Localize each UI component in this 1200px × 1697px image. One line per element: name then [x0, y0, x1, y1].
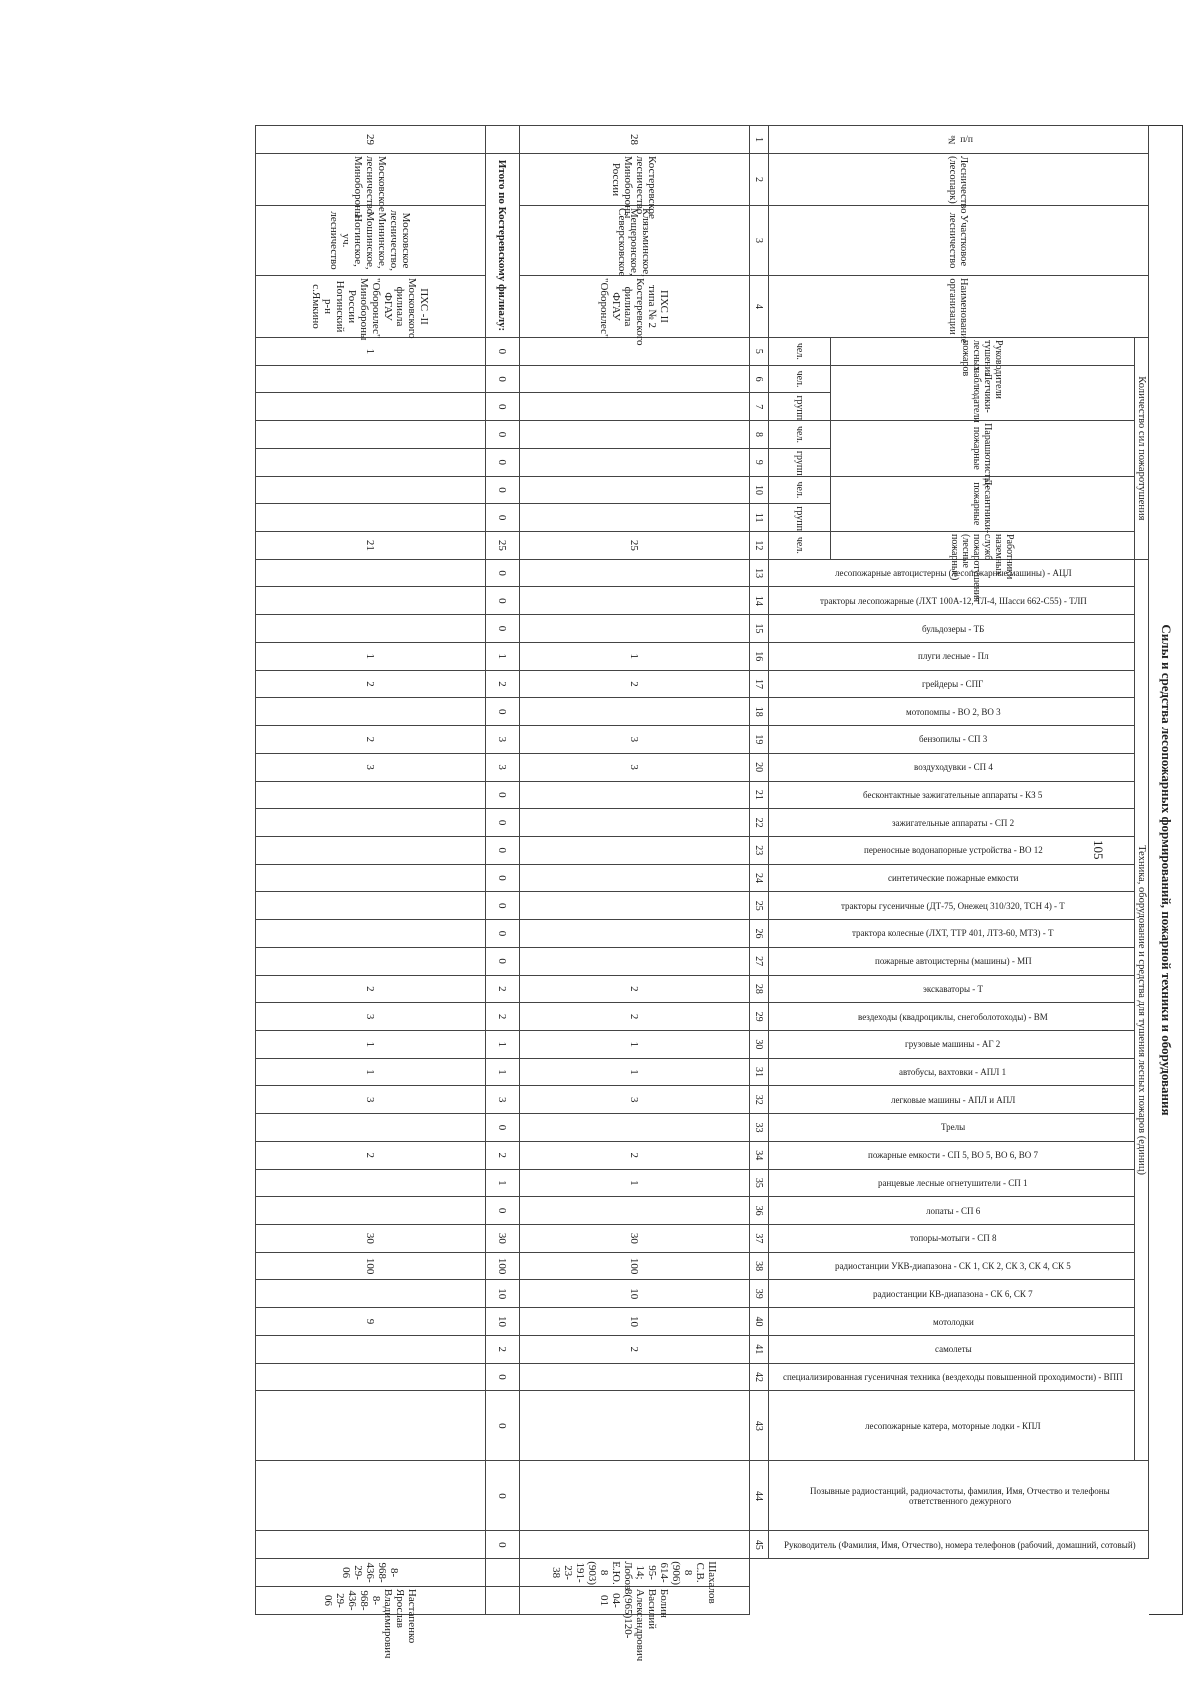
header-tech-14-label: тракторы лесопожарные (ЛХТ 100А-12, ТЛ-4, Шасси 662-С55) - ТЛП — [819, 595, 1087, 606]
header-subforestry: Участковое лесничество — [769, 206, 1149, 276]
row-value: 2 — [486, 1003, 520, 1031]
row-value: 100 — [486, 1252, 520, 1280]
header-tech-13-label: лесопожарные автоцистерны (лесопожарные машины) - АЦЛ — [834, 568, 1072, 579]
row-value — [256, 365, 486, 393]
row-value: 0 — [486, 1531, 520, 1559]
row-value — [520, 1531, 750, 1559]
header-organization: Наименование организации — [769, 276, 1149, 338]
column-number: 7 — [750, 393, 769, 421]
row-value: 0 — [486, 836, 520, 864]
row-value: 1 — [486, 1169, 520, 1197]
column-number: 31 — [750, 1058, 769, 1086]
column-number: 18 — [750, 698, 769, 726]
header-tech-21-label: бесконтактные зажигательные аппараты - КЗ 5 — [863, 789, 1043, 800]
row-value: 25 — [486, 532, 520, 560]
header-tech-28 — [769, 975, 1135, 1003]
header-unit: чел. — [769, 532, 831, 560]
row-value: 2 — [486, 1335, 520, 1363]
row-value: 3 — [520, 753, 750, 781]
header-tech-18 — [769, 698, 1135, 726]
row-value — [256, 559, 486, 587]
column-number: 39 — [750, 1280, 769, 1308]
column-number: 16 — [750, 642, 769, 670]
column-number: 32 — [750, 1086, 769, 1114]
header-tech-24 — [769, 864, 1135, 892]
row-organization: ПХС -II Московского филиала ФГАУ "Оборонлес" Минобороны России Ногинский р-н с.Ямкино — [256, 276, 486, 338]
header-rtlp: Руководители тушения лесных пожаров — [830, 338, 1134, 366]
row-value — [256, 1114, 486, 1142]
header-tech-27 — [769, 947, 1135, 975]
column-number: 19 — [750, 726, 769, 754]
row-value: 2 — [256, 1141, 486, 1169]
row-value: 3 — [486, 1086, 520, 1114]
row-value — [520, 393, 750, 421]
row-value: 2 — [520, 670, 750, 698]
row-value — [520, 587, 750, 615]
row-value: 30 — [256, 1225, 486, 1253]
header-paratroopers: Парашютисты-пожарные — [830, 421, 1134, 476]
column-number: 6 — [750, 365, 769, 393]
row-value — [520, 809, 750, 837]
row-value — [520, 892, 750, 920]
row-value: 0 — [486, 947, 520, 975]
row-value — [520, 698, 750, 726]
header-tech-19 — [769, 726, 1135, 754]
row-value: 0 — [486, 1197, 520, 1225]
total-label: Итого по Костеревскому филиалу: — [486, 154, 520, 338]
row-radio: 8-968-436-29-06 — [256, 1559, 486, 1587]
row-value: 3 — [256, 1086, 486, 1114]
row-value — [520, 421, 750, 449]
row-value: 30 — [486, 1225, 520, 1253]
header-tech-42 — [769, 1363, 1135, 1391]
header-tech-34-label: пожарные емкости - СП 5, ВО 5, ВО 6, ВО 7 — [868, 1150, 1038, 1161]
row-value: 2 — [486, 975, 520, 1003]
column-number: 2 — [750, 154, 769, 206]
column-number: 29 — [750, 1003, 769, 1031]
header-tech-38 — [769, 1252, 1135, 1280]
row-value — [520, 1391, 750, 1461]
row-head: Болин Василий Александрович 8(965)120-04-01 — [520, 1586, 750, 1614]
row-value — [256, 504, 486, 532]
row-value — [520, 1461, 750, 1531]
row-value: 3 — [256, 1003, 486, 1031]
header-tech-17 — [769, 670, 1135, 698]
row-value — [520, 504, 750, 532]
column-number: 20 — [750, 753, 769, 781]
header-num — [769, 126, 1149, 154]
header-ground: Работники наземных служб пожаротушения (лесные пожарные) — [830, 532, 1134, 560]
header-tech-24-label: синтетические пожарные емкости — [887, 873, 1019, 884]
header-tech-38-label: радиостанции УКВ-диапазона - СК 1, СК 2, СК 3, СК 4, СК 5 — [835, 1261, 1071, 1272]
header-tech-30-label: грузовые машины - АГ 2 — [905, 1039, 1001, 1050]
row-value — [256, 836, 486, 864]
header-num-label: № п/п — [947, 134, 973, 145]
header-tech-33 — [769, 1114, 1135, 1142]
row-value: 1 — [486, 1030, 520, 1058]
header-tech-20-label: воздуходувки - СП 4 — [913, 762, 993, 773]
column-number: 40 — [750, 1308, 769, 1336]
column-number: 38 — [750, 1252, 769, 1280]
row-value: 10 — [486, 1280, 520, 1308]
column-number: 11 — [750, 504, 769, 532]
header-tech-39-label: радиостанции КВ-диапазона - СК 6, СК 7 — [873, 1288, 1033, 1299]
header-tech-39 — [769, 1280, 1135, 1308]
row-num: 28 — [520, 126, 750, 154]
header-group-tech: Техника, оборудование и средства для тушения лесных пожаров (единиц) — [1135, 559, 1149, 1461]
header-tech-41 — [769, 1335, 1135, 1363]
column-number: 21 — [750, 781, 769, 809]
row-forestry: Костеревское лесничество Минобороны России — [520, 154, 750, 206]
header-tech-36-label: лопаты - СП 6 — [925, 1205, 981, 1216]
row-value: 9 — [256, 1308, 486, 1336]
header-tech-23 — [769, 836, 1135, 864]
header-tech-22-label: зажигательные аппараты - СП 2 — [891, 817, 1015, 828]
row-value: 0 — [486, 892, 520, 920]
row-value — [256, 587, 486, 615]
table-title: Силы и средства лесопожарных формирований, пожарной техники и оборудования — [1149, 125, 1183, 1615]
row-value — [520, 1197, 750, 1225]
row-value: 0 — [486, 920, 520, 948]
header-tech-15 — [769, 615, 1135, 643]
row-value: 0 — [486, 1363, 520, 1391]
column-number: 17 — [750, 670, 769, 698]
row-value: 0 — [486, 448, 520, 476]
page-number: 105 — [1091, 840, 1106, 860]
row-value: 0 — [486, 809, 520, 837]
row-value — [520, 448, 750, 476]
header-tech-28-label: экскаваторы - Т — [923, 983, 983, 994]
column-number: 33 — [750, 1114, 769, 1142]
row-value: 0 — [486, 504, 520, 532]
row-value — [256, 1280, 486, 1308]
header-radio-label: Позывные радиостанций, радиочастоты, фамилия, Имя, Отчество и телефоны ответственного дежурного — [810, 1485, 1110, 1506]
row-value: 3 — [520, 726, 750, 754]
row-value — [256, 448, 486, 476]
row-value: 2 — [256, 670, 486, 698]
row-value: 0 — [486, 559, 520, 587]
row-value: 1 — [486, 1058, 520, 1086]
header-tech-32 — [769, 1086, 1135, 1114]
row-value — [256, 1363, 486, 1391]
row-value — [256, 920, 486, 948]
row-value — [256, 1169, 486, 1197]
row-value — [256, 1335, 486, 1363]
header-tech-32-label: легковые машины - АПЛ и АПЛ — [890, 1094, 1016, 1105]
header-tech-40 — [769, 1308, 1135, 1336]
row-value: 0 — [486, 393, 520, 421]
row-value — [520, 836, 750, 864]
column-number: 41 — [750, 1335, 769, 1363]
header-tech-27-label: пожарные автоцистерны (машины) - МП — [874, 956, 1032, 967]
table-row — [520, 126, 750, 1615]
row-value — [520, 559, 750, 587]
column-number: 36 — [750, 1197, 769, 1225]
row-value — [256, 1197, 486, 1225]
header-radio — [769, 1461, 1149, 1531]
header-tech-37 — [769, 1225, 1135, 1253]
row-value — [520, 1363, 750, 1391]
header-tech-29 — [769, 1003, 1135, 1031]
header-tech-42-label: специализированная гусеничная техника (вездеходы повышенной проходимости) - ВПП — [783, 1371, 1123, 1382]
row-value: 1 — [256, 1030, 486, 1058]
header-tech-35-label: ранцевые лесные огнетушители - СП 1 — [878, 1177, 1028, 1188]
column-number: 10 — [750, 476, 769, 504]
row-value: 0 — [486, 1391, 520, 1461]
row-value — [520, 947, 750, 975]
column-number: 25 — [750, 892, 769, 920]
row-value — [256, 892, 486, 920]
header-tech-31-label: автобусы, вахтовки - АПЛ 1 — [899, 1067, 1007, 1078]
row-value: 0 — [486, 615, 520, 643]
header-tech-36 — [769, 1197, 1135, 1225]
row-value: 10 — [520, 1280, 750, 1308]
column-number: 3 — [750, 206, 769, 276]
header-unit: чел. — [769, 476, 831, 504]
column-number: 13 — [750, 559, 769, 587]
row-value: 0 — [486, 421, 520, 449]
column-number: 26 — [750, 920, 769, 948]
column-number: 22 — [750, 809, 769, 837]
header-unit: групп — [769, 393, 831, 421]
row-value: 2 — [256, 975, 486, 1003]
row-value — [520, 365, 750, 393]
column-number: 27 — [750, 947, 769, 975]
row-value: 3 — [520, 1086, 750, 1114]
header-unit: чел. — [769, 365, 831, 393]
row-value: 2 — [520, 975, 750, 1003]
column-number: 14 — [750, 587, 769, 615]
column-number: 9 — [750, 448, 769, 476]
header-unit: чел. — [769, 421, 831, 449]
column-number: 44 — [750, 1461, 769, 1531]
row-value — [520, 615, 750, 643]
row-value — [256, 947, 486, 975]
column-number: 5 — [750, 338, 769, 366]
row-value: 0 — [486, 698, 520, 726]
header-tech-14 — [769, 587, 1135, 615]
row-value — [256, 476, 486, 504]
row-value: 30 — [520, 1225, 750, 1253]
column-number: 43 — [750, 1391, 769, 1461]
column-number: 15 — [750, 615, 769, 643]
column-number: 8 — [750, 421, 769, 449]
row-value — [256, 393, 486, 421]
header-tech-15-label: бульдозеры - ТБ — [921, 623, 985, 634]
row-value: 21 — [256, 532, 486, 560]
row-value — [256, 421, 486, 449]
header-tech-25 — [769, 892, 1135, 920]
column-number: 45 — [750, 1531, 769, 1559]
header-tech-19-label: бензопилы - СП 3 — [918, 734, 988, 745]
row-value — [520, 920, 750, 948]
row-value: 25 — [520, 532, 750, 560]
row-value: 2 — [486, 670, 520, 698]
header-tech-20 — [769, 753, 1135, 781]
row-value — [256, 615, 486, 643]
header-tech-26-label: трактора колесные (ЛХТ, ТТР 401, ЛТЗ-60, МТЗ) - Т — [852, 928, 1054, 939]
row-value: 0 — [486, 476, 520, 504]
forces-table — [255, 125, 1149, 1662]
header-tech-29-label: вездеходы (квадроциклы, снегоболотоходы) - ВМ — [858, 1011, 1048, 1022]
header-landing: Десантники-пожарные — [830, 476, 1134, 531]
row-value: 2 — [520, 1335, 750, 1363]
header-tech-17-label: грейдеры - СПГ — [922, 678, 984, 689]
header-group-forces: Количество сил пожаротушения — [1135, 338, 1149, 560]
row-value: 3 — [486, 753, 520, 781]
header-tech-40-label: мотолодки — [932, 1316, 974, 1327]
column-number: 1 — [750, 126, 769, 154]
row-value: 1 — [256, 338, 486, 366]
row-value — [256, 864, 486, 892]
row-value: 1 — [256, 1058, 486, 1086]
header-tech-41-label: самолеты — [934, 1344, 972, 1355]
row-value: 10 — [520, 1308, 750, 1336]
column-number: 24 — [750, 864, 769, 892]
row-value: 0 — [486, 1461, 520, 1531]
row-value — [256, 1461, 486, 1531]
header-head-label: Руководитель (Фамилия, Имя, Отчество), номера телефонов (рабочий, домашний, сотовый) — [784, 1539, 1136, 1550]
header-tech-33-label: Трелы — [940, 1122, 966, 1133]
column-number: 12 — [750, 532, 769, 560]
column-number: 23 — [750, 836, 769, 864]
row-organization: ПХС II типа № 2 Костеревского филиала ФГАУ "Оборонлес" — [520, 276, 750, 338]
header-tech-31 — [769, 1058, 1135, 1086]
row-value: 1 — [520, 1058, 750, 1086]
header-tech-21 — [769, 781, 1135, 809]
header-head — [769, 1531, 1149, 1559]
header-tech-43-label: лесопожарные катера, моторные лодки - КПЛ — [865, 1420, 1041, 1431]
column-number: 4 — [750, 276, 769, 338]
row-num: 29 — [256, 126, 486, 154]
column-number: 42 — [750, 1363, 769, 1391]
row-value: 0 — [486, 864, 520, 892]
row-value — [520, 781, 750, 809]
header-tech-22 — [769, 809, 1135, 837]
column-number: 28 — [750, 975, 769, 1003]
row-value: 0 — [486, 781, 520, 809]
row-value — [520, 476, 750, 504]
row-value: 1 — [256, 642, 486, 670]
header-tech-34 — [769, 1141, 1135, 1169]
row-subforestry: Клязьминское, Мещеронское, Северсковское — [520, 206, 750, 276]
row-value: 3 — [256, 753, 486, 781]
row-radio: Шахалов С.В. 8 (906) 614-95-14; Лобов Е.Ю. 8 (903) 191-23-38 — [520, 1559, 750, 1587]
column-number: 37 — [750, 1225, 769, 1253]
row-value: 2 — [520, 1141, 750, 1169]
row-radio — [486, 1559, 520, 1587]
header-forestry: Лесничество (лесопарк) — [769, 154, 1149, 206]
row-value — [520, 864, 750, 892]
header-tech-23-label: переносные водонапорные устройства - ВО 12 — [863, 845, 1043, 856]
total-row — [486, 126, 520, 1615]
row-value — [520, 1114, 750, 1142]
table-row — [256, 126, 486, 1615]
row-value — [256, 1391, 486, 1461]
row-value: 2 — [486, 1141, 520, 1169]
row-value: 0 — [486, 365, 520, 393]
column-number: 30 — [750, 1030, 769, 1058]
row-value: 1 — [486, 642, 520, 670]
header-tech-37-label: топоры-мотыги - СП 8 — [909, 1233, 997, 1244]
row-value: 2 — [520, 1003, 750, 1031]
row-value — [256, 1531, 486, 1559]
row-value: 0 — [486, 338, 520, 366]
row-value: 100 — [520, 1252, 750, 1280]
rotated-table-area — [173, 125, 1183, 1662]
row-forestry: Московское лесничество Минобороны — [256, 154, 486, 206]
row-value — [256, 809, 486, 837]
header-unit: чел. — [769, 338, 831, 366]
row-subforestry: Московское лесничество, Мининское, Мошинское, Ногинское, уч. лесничество — [256, 206, 486, 276]
row-value: 1 — [520, 1030, 750, 1058]
row-value: 3 — [486, 726, 520, 754]
row-value: 0 — [486, 587, 520, 615]
row-value: 1 — [520, 1169, 750, 1197]
header-tech-43 — [769, 1391, 1135, 1461]
column-number: 35 — [750, 1169, 769, 1197]
header-tech-16 — [769, 642, 1135, 670]
header-observers: Летчики-наблюдатели — [830, 365, 1134, 420]
header-tech-30 — [769, 1030, 1135, 1058]
header-tech-26 — [769, 920, 1135, 948]
header-tech-35 — [769, 1169, 1135, 1197]
row-num — [486, 126, 520, 154]
header-unit: групп — [769, 504, 831, 532]
row-value: 10 — [486, 1308, 520, 1336]
row-head: Настапенко Ярослав Владимирович 8-968-436-29-06 — [256, 1586, 486, 1614]
header-tech-18-label: мотопомпы - ВО 2, ВО 3 — [905, 706, 1001, 717]
row-value: 2 — [256, 726, 486, 754]
row-value: 100 — [256, 1252, 486, 1280]
row-head — [486, 1586, 520, 1614]
header-tech-25-label: тракторы гусеничные (ДТ-75, Онежец 310/320, ТСН 4) - Т — [841, 900, 1065, 911]
row-value: 1 — [520, 642, 750, 670]
row-value — [256, 781, 486, 809]
row-value — [256, 698, 486, 726]
column-number: 34 — [750, 1141, 769, 1169]
header-tech-16-label: плуги лесные - Пл — [917, 651, 989, 662]
header-unit: групп — [769, 448, 831, 476]
row-value: 0 — [486, 1114, 520, 1142]
